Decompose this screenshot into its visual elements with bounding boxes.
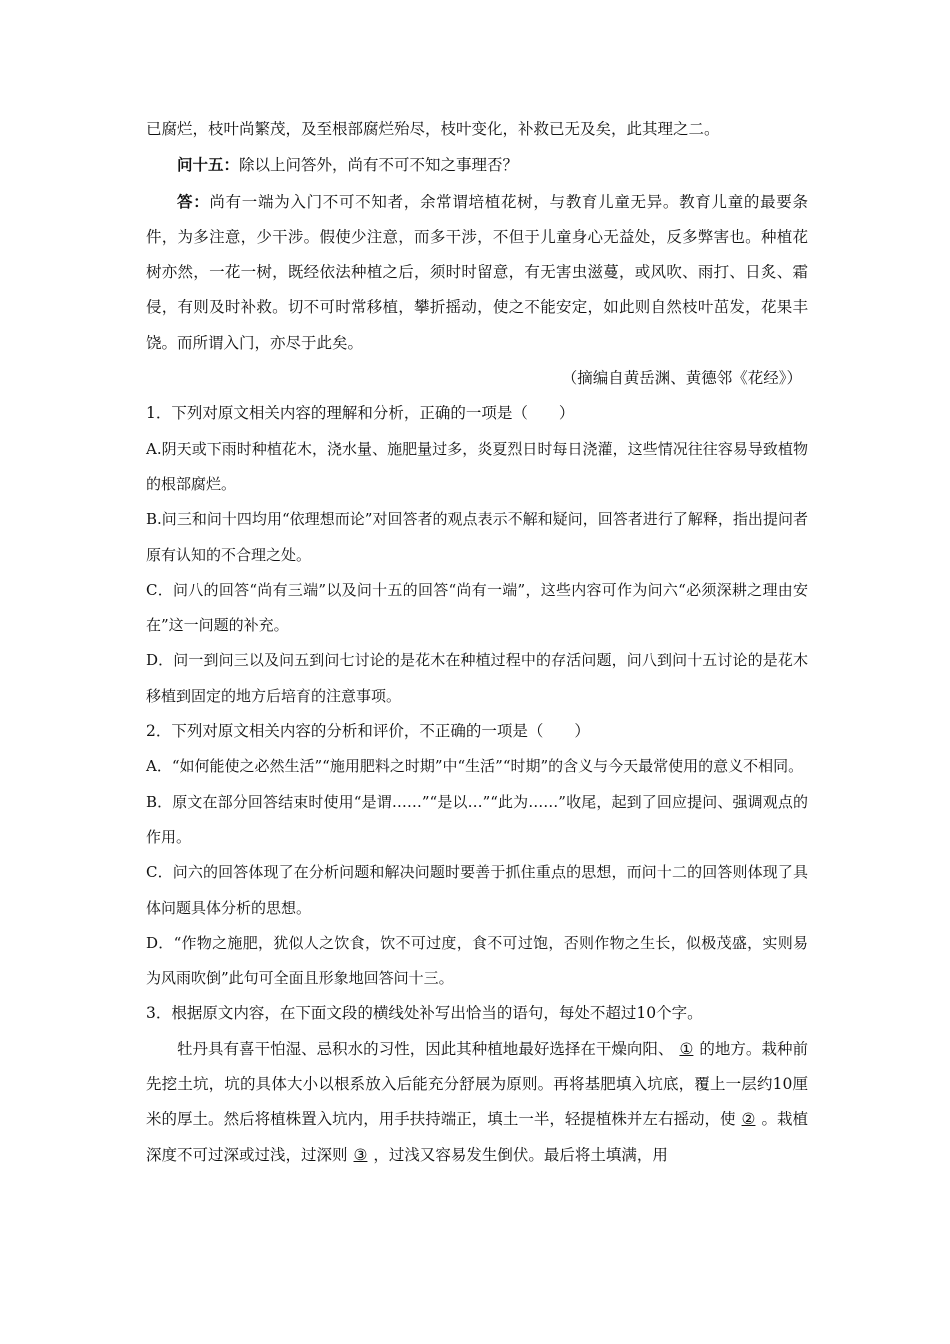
fill-part-2: 的地方。栽种前先挖土坑，坑的具体大小以根系放入后能充分舒展为原则。再将基肥填入坑底，覆上一层约10厘米的厚土。然后将植株置入坑内，用手扶持端正，填土一半，轻提植株并左右摇动，使	[146, 1039, 808, 1129]
blank-3: ③	[353, 1145, 368, 1164]
question-15-label: 问十五：	[177, 155, 240, 175]
question-2-option-b: B．原文在部分回答结束时使用“是谓……”“是以…”“此为……”收尾，起到了回应提问、强调观点的作用。	[146, 792, 808, 846]
answer-label: 答：	[177, 191, 210, 211]
answer-15	[146, 184, 808, 361]
question-15	[146, 147, 808, 183]
question-3-stem: 3．根据原文内容，在下面文段的横线处补写出恰当的语句，每处不超过10个字。	[146, 1004, 703, 1023]
question-15-text: 除以上问答外，尚有不可不知之事理否？	[239, 156, 519, 175]
document-body	[146, 112, 808, 1173]
question-2-option-d: D．“作物之施肥，犹似人之饮食，饮不可过度，食不可过饱，否则作物之生长，似极茂盛，实则易为风雨吹倒”此句可全面且形象地回答问十三。	[146, 933, 808, 988]
passage-continuation: 已腐烂，枝叶尚繁茂，及至根部腐烂殆尽，枝叶变化，补救已无及矣，此其理之二。	[146, 120, 720, 138]
question-1-option-c: C．问八的回答“尚有三端”以及问十五的回答“尚有一端”，这些内容可作为问六“必须深耕之理由安在”这一问题的补充。	[146, 580, 808, 635]
answer-text: 尚有一端为入门不可不知者，余常谓培植花树，与教育儿童无异。教育儿童的最要条件，为多注意，少干涉。假使少注意，而多干涉，不但于儿童身心无益处，反多弊害也。种植花树亦然，一花一树，既经依法种植之后，须时时留意，有无害虫滋蔓，或风吹、雨打、日炙、霜侵，有则及时补救。切不可时常移植，攀折摇动，使之不能安定，如此则自然枝叶茁发，花果丰饶。而所谓入门，亦尽于此矣。	[146, 192, 808, 352]
fill-part-1: 牡丹具有喜干怕湿、忌积水的习性，因此其种植地最好选择在干燥向阳、	[177, 1039, 674, 1058]
fill-part-4: ，过浅又容易发生倒伏。最后将土填满，用	[373, 1145, 668, 1164]
question-1-stem: 1．下列对原文相关内容的理解和分析，正确的一项是（ ）	[146, 404, 575, 423]
source-citation: （摘编自黄岳渊、黄德邻《花经》）	[561, 369, 802, 388]
question-2-option-a: A．“如何能使之必然生活”“施用肥料之时期”中“生活”“时期”的含义与今天最常使用的意义不相同。	[146, 757, 804, 776]
blank-2: ②	[741, 1110, 756, 1129]
fill-in-passage	[146, 1032, 808, 1173]
blank-1: ①	[679, 1039, 694, 1058]
question-1-option-d: D．问一到问三以及问五到问七讨论的是花木在种植过程中的存活问题，问八到问十五讨论的是花木移植到固定的地方后培育的注意事项。	[146, 651, 808, 705]
question-1-option-a: A.阴天或下雨时种植花木，浇水量、施肥量过多，炎夏烈日时每日浇灌，这些情况往往容易导致植物的根部腐烂。	[146, 439, 808, 493]
question-2-stem: 2．下列对原文相关内容的分析和评价，不正确的一项是（ ）	[146, 722, 590, 741]
question-2-option-c: C．问六的回答体现了在分析问题和解决问题时要善于抓住重点的思想，而问十二的回答则体现了具体问题具体分析的思想。	[146, 863, 808, 917]
question-1-option-b: B.问三和问十四均用“依理想而论”对回答者的观点表示不解和疑问，回答者进行了解释，指出提问者原有认知的不合理之处。	[146, 510, 808, 564]
fill-part-3: 。栽植深度不可过深或过浅，过深则	[146, 1110, 808, 1164]
